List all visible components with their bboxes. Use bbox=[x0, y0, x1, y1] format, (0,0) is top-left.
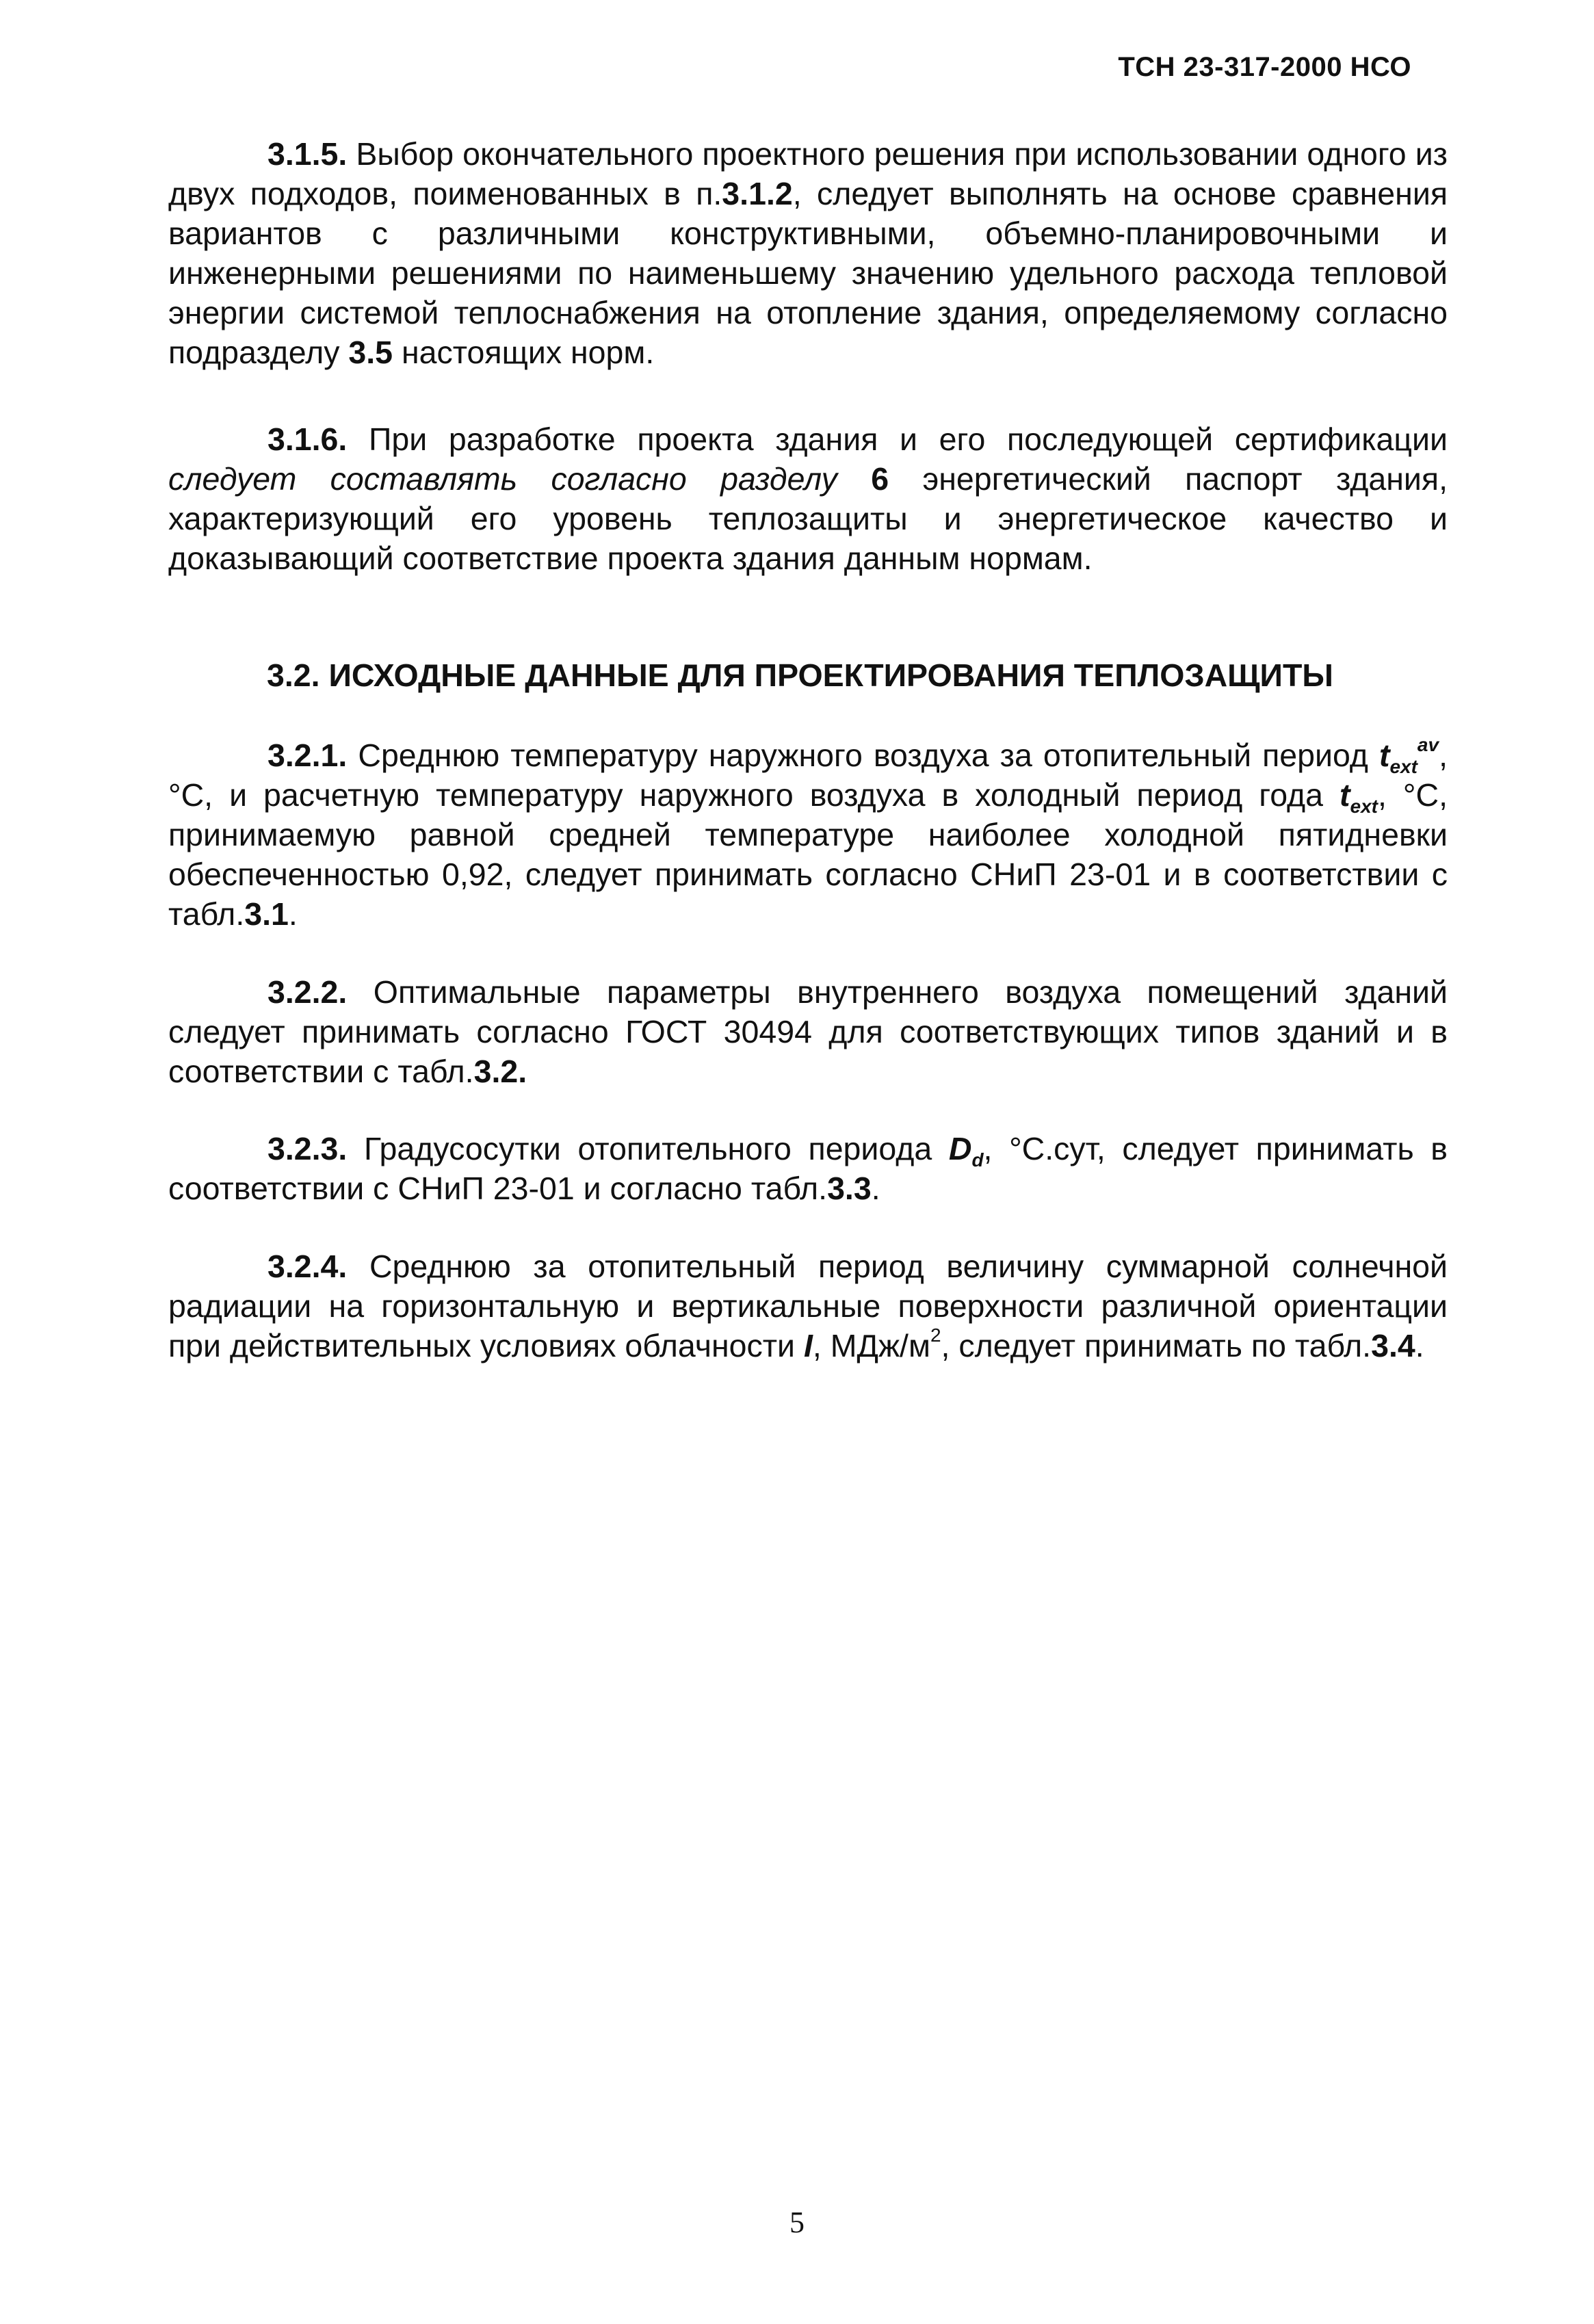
clause-reference: 3.1.2 bbox=[722, 176, 793, 211]
paragraph-text: Градусосутки отопительного периода bbox=[347, 1131, 949, 1166]
symbol-d: $D_d$ bbox=[948, 1131, 984, 1171]
superscript: 2 bbox=[930, 1324, 941, 1346]
table-reference: 3.3 bbox=[827, 1171, 872, 1206]
paragraph-text: , °С, и расчетную температуру наружного воздуха в холодный период года bbox=[168, 737, 1448, 813]
paragraph-text: Выбор окончательного проектного решения при использовании одного из двух подходов, поименованных в п. bbox=[168, 136, 1448, 211]
paragraph-number: 3.2.2. bbox=[267, 974, 348, 1010]
paragraph-text: . bbox=[871, 1171, 880, 1206]
paragraph-text: , °С.сут, следует принимать в соответствии с СНиП 23-01 и согласно табл. bbox=[168, 1131, 1448, 1206]
paragraph-text bbox=[837, 461, 871, 497]
paragraph-3-1-5 bbox=[168, 134, 1448, 372]
symbol-i: I bbox=[803, 1328, 813, 1363]
paragraph-3-1-6 bbox=[168, 419, 1448, 578]
paragraph-text: Среднюю за отопительный период величину суммарной солнечной радиации на горизонтальную и вертикальные поверхности различной ориентации при действительных условиях облачности bbox=[168, 1249, 1448, 1363]
paragraph-text-italic: следует составлять согласно разделу bbox=[168, 461, 837, 497]
clause-reference: 3.5 bbox=[348, 335, 393, 370]
symbol-t: $t_{ext}^{av}$ bbox=[1379, 734, 1439, 777]
paragraph-number: 3.1.5. bbox=[267, 136, 348, 172]
paragraph-3-2-1 bbox=[168, 735, 1448, 934]
paragraph-3-2-3 bbox=[168, 1129, 1448, 1208]
paragraph-number: 3.2.3. bbox=[267, 1131, 348, 1166]
paragraph-text: , следует выполнять на основе сравнения вариантов с различными конструктивными, объемно-планировочными и инженерными решениями по наименьшему значению удельного расхода тепловой энергии системой теплоснабжения на отопление здания, определяемому согласно подразделу bbox=[168, 176, 1448, 370]
paragraph-text: настоящих норм. bbox=[393, 335, 655, 370]
paragraph-text: При разработке проекта здания и его последующей сертификации bbox=[347, 421, 1448, 457]
symbol-t: $t_{ext}$ bbox=[1340, 777, 1378, 817]
paragraph-3-2-2 bbox=[168, 972, 1448, 1091]
paragraph-text: , следует принимать по табл. bbox=[941, 1328, 1372, 1363]
paragraph-text: . bbox=[288, 896, 298, 932]
paragraph-text: энергетический паспорт здания, характеризующий его уровень теплозащиты и энергетическое качество и доказывающий соответствие проекта здания данным нормам. bbox=[168, 461, 1448, 576]
paragraph-number: 3.2.1. bbox=[267, 737, 348, 773]
section-heading-3-2: 3.2. ИСХОДНЫЕ ДАННЫЕ ДЛЯ ПРОЕКТИРОВАНИЯ ТЕПЛОЗАЩИТЫ bbox=[267, 657, 1333, 693]
paragraph-number: 3.2.4. bbox=[267, 1249, 348, 1284]
paragraph-text: , °С, принимаемую равной средней температуре наиболее холодной пятидневки обеспеченностью 0,92, следует принимать согласно СНиП 23-01 и в соответствии с табл. bbox=[168, 777, 1448, 932]
paragraph-text: , МДж/м bbox=[812, 1328, 930, 1363]
document-code-header: ТСН 23-317-2000 НСО bbox=[1118, 52, 1411, 82]
paragraph-3-2-4 bbox=[168, 1246, 1448, 1366]
paragraph-text: Оптимальные параметры внутреннего воздуха помещений зданий следует принимать согласно ГОСТ 30494 для соответствующих типов зданий и в соответствии с табл. bbox=[168, 974, 1448, 1089]
table-reference: 3.4 bbox=[1371, 1328, 1415, 1363]
section-reference: 6 bbox=[871, 461, 889, 497]
paragraph-text: . bbox=[1415, 1328, 1424, 1363]
paragraph-text: Среднюю температуру наружного воздуха за отопительный период bbox=[347, 737, 1379, 773]
table-reference: 3.2. bbox=[473, 1054, 527, 1089]
paragraph-number: 3.1.6. bbox=[267, 421, 348, 457]
table-reference: 3.1 bbox=[244, 896, 289, 932]
page-number: 5 bbox=[789, 2206, 805, 2239]
